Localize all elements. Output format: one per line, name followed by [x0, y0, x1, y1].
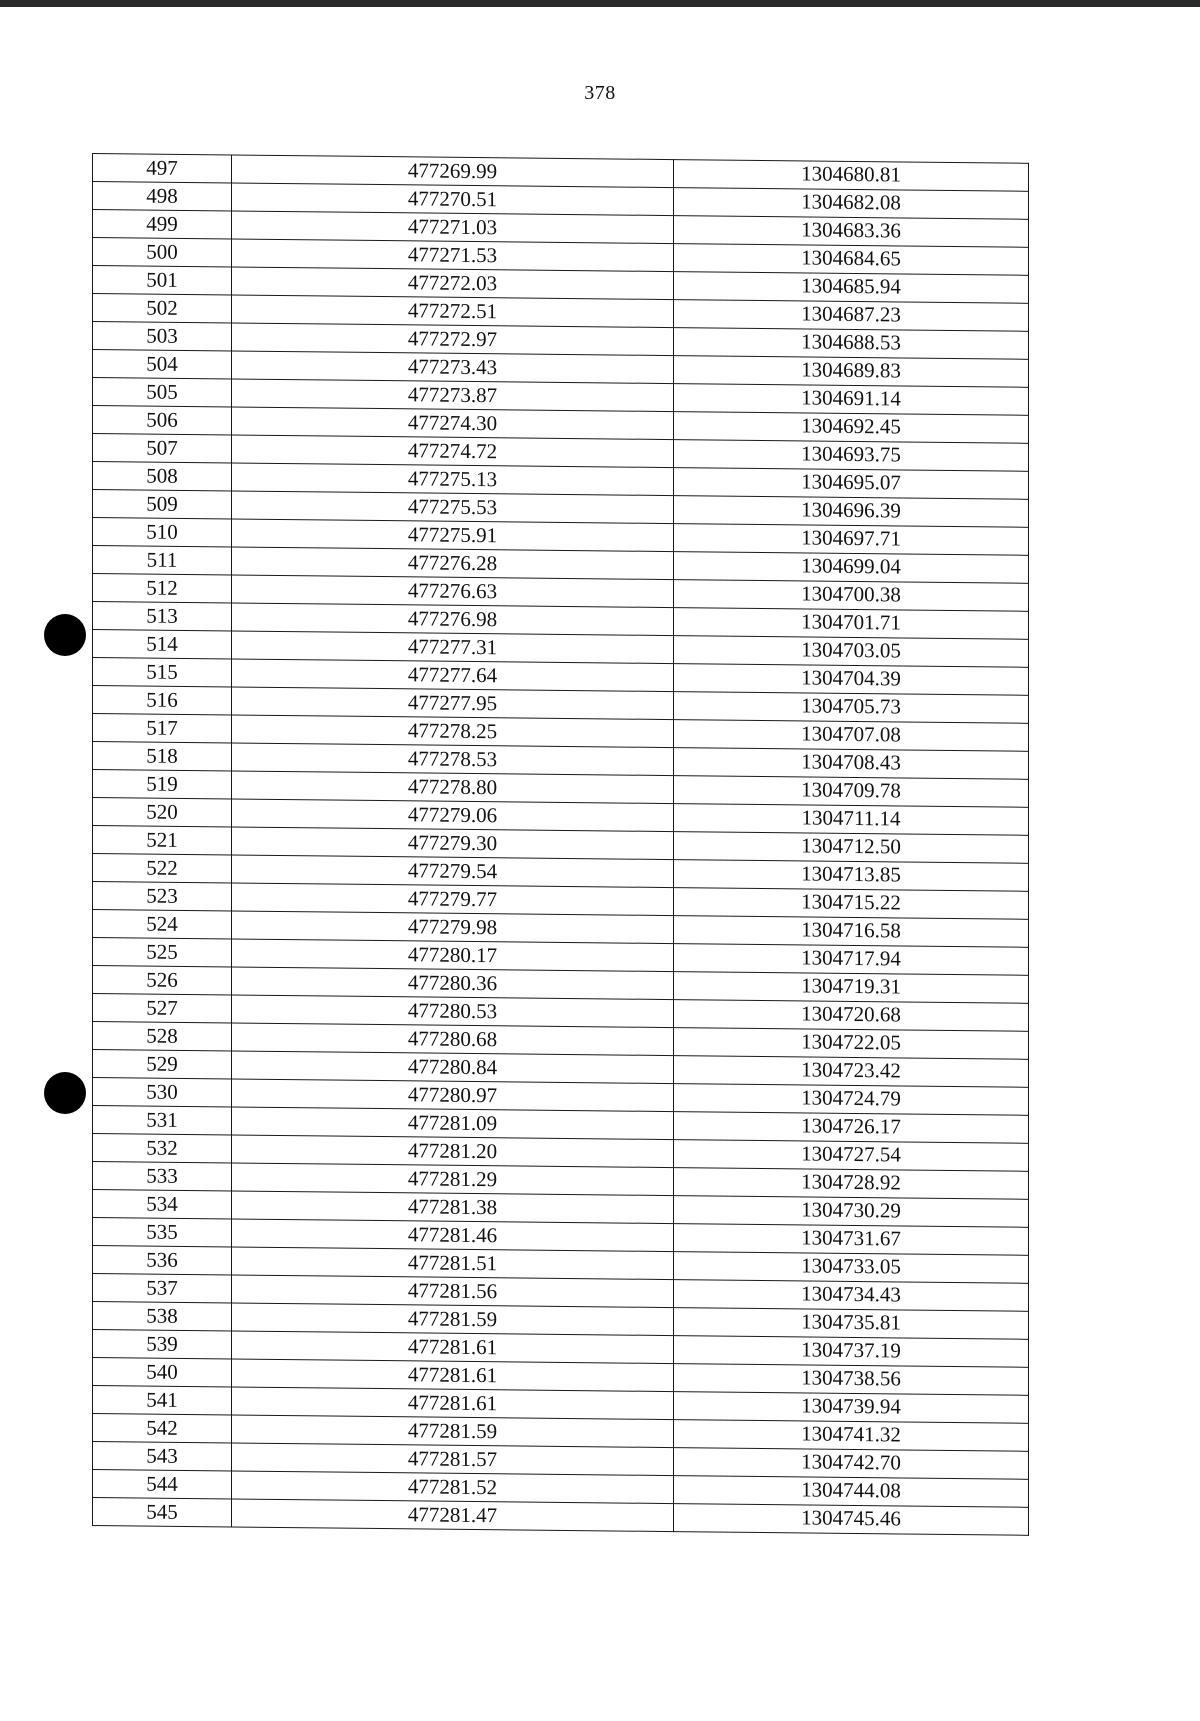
y-coordinate-cell: 1304734.43	[674, 1280, 1029, 1312]
x-coordinate-cell: 477281.59	[232, 1415, 674, 1448]
y-coordinate-cell: 1304730.29	[674, 1196, 1029, 1228]
x-coordinate-cell: 477279.54	[232, 855, 674, 888]
y-coordinate-cell: 1304687.23	[674, 300, 1029, 332]
y-coordinate-cell: 1304697.71	[674, 524, 1029, 556]
x-coordinate-cell: 477274.72	[232, 435, 674, 468]
y-coordinate-cell: 1304693.75	[674, 440, 1029, 472]
point-number-cell: 503	[93, 322, 232, 351]
point-number-cell: 519	[93, 770, 232, 799]
point-number-cell: 513	[93, 602, 232, 631]
y-coordinate-cell: 1304720.68	[674, 1000, 1029, 1032]
x-coordinate-cell: 477279.30	[232, 827, 674, 860]
point-number-cell: 530	[93, 1078, 232, 1107]
point-number-cell: 507	[93, 434, 232, 463]
y-coordinate-cell: 1304742.70	[674, 1448, 1029, 1480]
x-coordinate-cell: 477281.47	[232, 1499, 674, 1532]
point-number-cell: 525	[93, 938, 232, 967]
x-coordinate-cell: 477272.03	[232, 267, 674, 300]
y-coordinate-cell: 1304722.05	[674, 1028, 1029, 1060]
point-number-cell: 531	[93, 1106, 232, 1135]
y-coordinate-cell: 1304705.73	[674, 692, 1029, 724]
point-number-cell: 504	[93, 350, 232, 379]
x-coordinate-cell: 477275.13	[232, 463, 674, 496]
point-number-cell: 545	[93, 1498, 232, 1527]
point-number-cell: 514	[93, 630, 232, 659]
x-coordinate-cell: 477281.61	[232, 1387, 674, 1420]
x-coordinate-cell: 477273.43	[232, 351, 674, 384]
y-coordinate-cell: 1304719.31	[674, 972, 1029, 1004]
x-coordinate-cell: 477280.84	[232, 1051, 674, 1084]
y-coordinate-cell: 1304699.04	[674, 552, 1029, 584]
point-number-cell: 535	[93, 1218, 232, 1247]
y-coordinate-cell: 1304724.79	[674, 1084, 1029, 1116]
y-coordinate-cell: 1304711.14	[674, 804, 1029, 836]
y-coordinate-cell: 1304700.38	[674, 580, 1029, 612]
y-coordinate-cell: 1304703.05	[674, 636, 1029, 668]
y-coordinate-cell: 1304680.81	[674, 160, 1029, 192]
x-coordinate-cell: 477272.51	[232, 295, 674, 328]
y-coordinate-cell: 1304713.85	[674, 860, 1029, 892]
y-coordinate-cell: 1304728.92	[674, 1168, 1029, 1200]
x-coordinate-cell: 477281.09	[232, 1107, 674, 1140]
scan-edge	[0, 0, 1200, 7]
x-coordinate-cell: 477277.95	[232, 687, 674, 720]
point-number-cell: 506	[93, 406, 232, 435]
y-coordinate-cell: 1304717.94	[674, 944, 1029, 976]
y-coordinate-cell: 1304733.05	[674, 1252, 1029, 1284]
y-coordinate-cell: 1304739.94	[674, 1392, 1029, 1424]
y-coordinate-cell: 1304738.56	[674, 1364, 1029, 1396]
y-coordinate-cell: 1304704.39	[674, 664, 1029, 696]
y-coordinate-cell: 1304741.32	[674, 1420, 1029, 1452]
y-coordinate-cell: 1304727.54	[674, 1140, 1029, 1172]
y-coordinate-cell: 1304707.08	[674, 720, 1029, 752]
point-number-cell: 537	[93, 1274, 232, 1303]
point-number-cell: 544	[93, 1470, 232, 1499]
point-number-cell: 497	[93, 154, 232, 183]
x-coordinate-cell: 477272.97	[232, 323, 674, 356]
x-coordinate-cell: 477281.61	[232, 1331, 674, 1364]
point-number-cell: 502	[93, 294, 232, 323]
x-coordinate-cell: 477273.87	[232, 379, 674, 412]
point-number-cell: 522	[93, 854, 232, 883]
x-coordinate-cell: 477279.77	[232, 883, 674, 916]
y-coordinate-cell: 1304709.78	[674, 776, 1029, 808]
y-coordinate-cell: 1304744.08	[674, 1476, 1029, 1508]
punch-hole-mark	[44, 614, 86, 656]
page-number: 378	[584, 82, 616, 104]
point-number-cell: 498	[93, 182, 232, 211]
point-number-cell: 505	[93, 378, 232, 407]
x-coordinate-cell: 477281.20	[232, 1135, 674, 1168]
y-coordinate-cell: 1304688.53	[674, 328, 1029, 360]
y-coordinate-cell: 1304696.39	[674, 496, 1029, 528]
x-coordinate-cell: 477280.53	[232, 995, 674, 1028]
coordinate-table-body	[93, 154, 1029, 1536]
x-coordinate-cell: 477280.36	[232, 967, 674, 1000]
y-coordinate-cell: 1304684.65	[674, 244, 1029, 276]
x-coordinate-cell: 477274.30	[232, 407, 674, 440]
x-coordinate-cell: 477281.38	[232, 1191, 674, 1224]
x-coordinate-cell: 477271.03	[232, 211, 674, 244]
point-number-cell: 501	[93, 266, 232, 295]
point-number-cell: 512	[93, 574, 232, 603]
y-coordinate-cell: 1304731.67	[674, 1224, 1029, 1256]
x-coordinate-cell: 477276.28	[232, 547, 674, 580]
point-number-cell: 511	[93, 546, 232, 575]
point-number-cell: 521	[93, 826, 232, 855]
x-coordinate-cell: 477281.59	[232, 1303, 674, 1336]
point-number-cell: 509	[93, 490, 232, 519]
x-coordinate-cell: 477278.80	[232, 771, 674, 804]
y-coordinate-cell: 1304691.14	[674, 384, 1029, 416]
point-number-cell: 508	[93, 462, 232, 491]
point-number-cell: 532	[93, 1134, 232, 1163]
x-coordinate-cell: 477281.46	[232, 1219, 674, 1252]
y-coordinate-cell: 1304689.83	[674, 356, 1029, 388]
point-number-cell: 533	[93, 1162, 232, 1191]
x-coordinate-cell: 477281.61	[232, 1359, 674, 1392]
point-number-cell: 536	[93, 1246, 232, 1275]
x-coordinate-cell: 477281.52	[232, 1471, 674, 1504]
y-coordinate-cell: 1304695.07	[674, 468, 1029, 500]
x-coordinate-cell: 477275.53	[232, 491, 674, 524]
x-coordinate-cell: 477276.98	[232, 603, 674, 636]
point-number-cell: 529	[93, 1050, 232, 1079]
x-coordinate-cell: 477271.53	[232, 239, 674, 272]
x-coordinate-cell: 477279.98	[232, 911, 674, 944]
x-coordinate-cell: 477277.31	[232, 631, 674, 664]
y-coordinate-cell: 1304715.22	[674, 888, 1029, 920]
point-number-cell: 515	[93, 658, 232, 687]
point-number-cell: 539	[93, 1330, 232, 1359]
x-coordinate-cell: 477281.57	[232, 1443, 674, 1476]
x-coordinate-cell: 477281.29	[232, 1163, 674, 1196]
y-coordinate-cell: 1304745.46	[674, 1504, 1029, 1536]
x-coordinate-cell: 477279.06	[232, 799, 674, 832]
point-number-cell: 534	[93, 1190, 232, 1219]
point-number-cell: 542	[93, 1414, 232, 1443]
y-coordinate-cell: 1304685.94	[674, 272, 1029, 304]
x-coordinate-cell: 477281.56	[232, 1275, 674, 1308]
x-coordinate-cell: 477280.97	[232, 1079, 674, 1112]
x-coordinate-cell: 477278.53	[232, 743, 674, 776]
point-number-cell: 524	[93, 910, 232, 939]
x-coordinate-cell: 477275.91	[232, 519, 674, 552]
point-number-cell: 523	[93, 882, 232, 911]
x-coordinate-cell: 477281.51	[232, 1247, 674, 1280]
x-coordinate-cell: 477269.99	[232, 155, 674, 188]
x-coordinate-cell: 477270.51	[232, 183, 674, 216]
punch-hole-mark	[44, 1072, 86, 1114]
point-number-cell: 527	[93, 994, 232, 1023]
y-coordinate-cell: 1304682.08	[674, 188, 1029, 220]
point-number-cell: 517	[93, 714, 232, 743]
y-coordinate-cell: 1304735.81	[674, 1308, 1029, 1340]
y-coordinate-cell: 1304712.50	[674, 832, 1029, 864]
x-coordinate-cell: 477277.64	[232, 659, 674, 692]
point-number-cell: 541	[93, 1386, 232, 1415]
point-number-cell: 499	[93, 210, 232, 239]
x-coordinate-cell: 477276.63	[232, 575, 674, 608]
x-coordinate-cell: 477278.25	[232, 715, 674, 748]
point-number-cell: 518	[93, 742, 232, 771]
y-coordinate-cell: 1304723.42	[674, 1056, 1029, 1088]
point-number-cell: 500	[93, 238, 232, 267]
y-coordinate-cell: 1304708.43	[674, 748, 1029, 780]
x-coordinate-cell: 477280.68	[232, 1023, 674, 1056]
y-coordinate-cell: 1304726.17	[674, 1112, 1029, 1144]
point-number-cell: 538	[93, 1302, 232, 1331]
point-number-cell: 516	[93, 686, 232, 715]
coordinate-table	[92, 153, 1029, 1536]
y-coordinate-cell: 1304716.58	[674, 916, 1029, 948]
y-coordinate-cell: 1304701.71	[674, 608, 1029, 640]
y-coordinate-cell: 1304683.36	[674, 216, 1029, 248]
point-number-cell: 528	[93, 1022, 232, 1051]
x-coordinate-cell: 477280.17	[232, 939, 674, 972]
y-coordinate-cell: 1304692.45	[674, 412, 1029, 444]
point-number-cell: 543	[93, 1442, 232, 1471]
point-number-cell: 526	[93, 966, 232, 995]
point-number-cell: 510	[93, 518, 232, 547]
y-coordinate-cell: 1304737.19	[674, 1336, 1029, 1368]
point-number-cell: 540	[93, 1358, 232, 1387]
point-number-cell: 520	[93, 798, 232, 827]
